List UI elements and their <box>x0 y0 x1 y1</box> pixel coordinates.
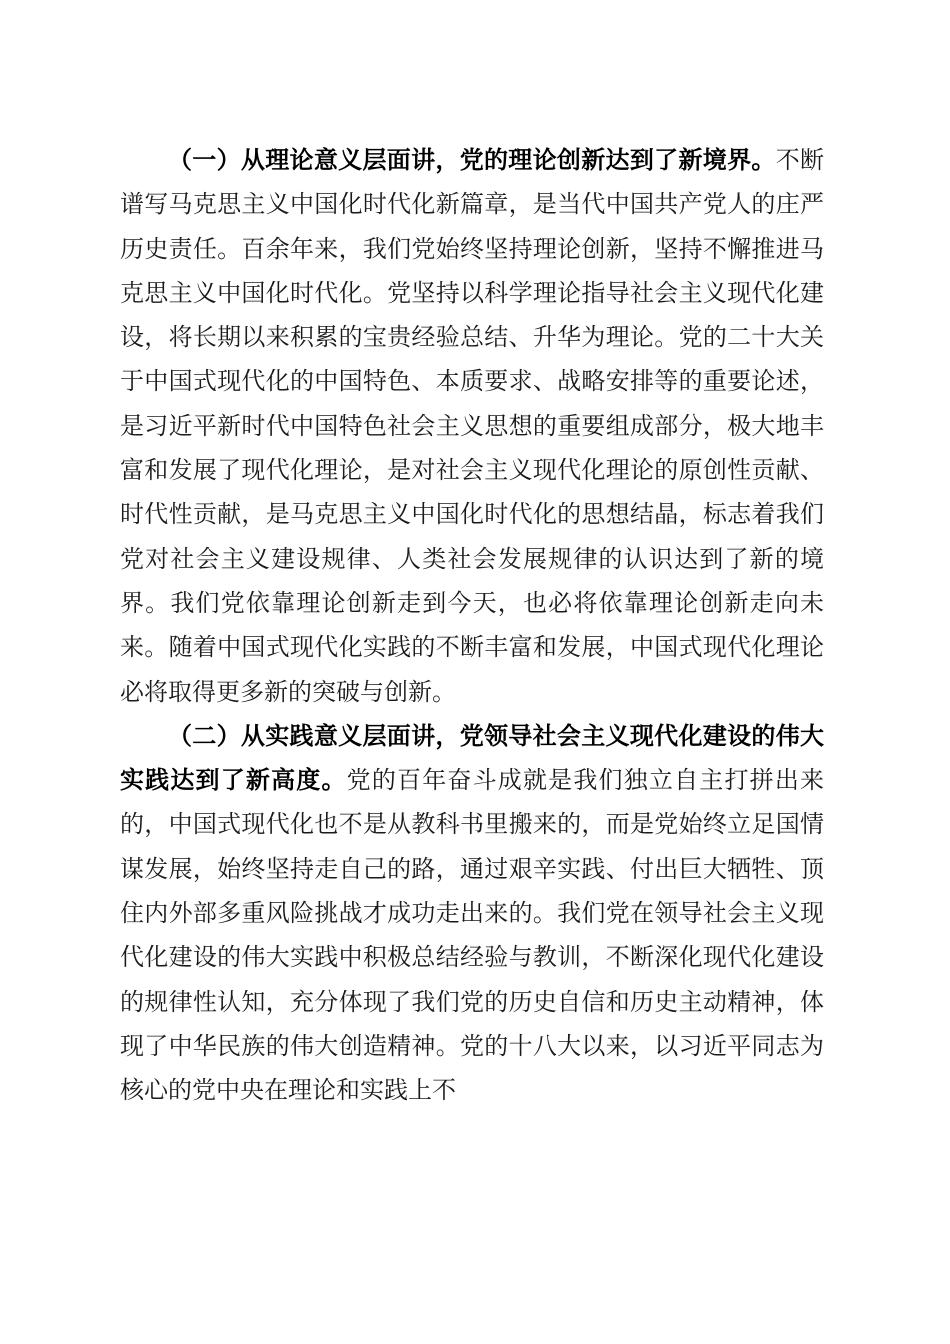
paragraph-heading: （一）从理论意义层面讲，党的理论创新达到了新境界。 <box>168 145 776 174</box>
document-body <box>120 138 824 1113</box>
paragraph-text: 不断谱写马克思主义中国化时代化新篇章，是当代中国共产党人的庄严历史责任。百余年来，我们党始终坚持理论创新，坚持不懈推进马克思主义中国化时代化。党坚持以科学理论指导社会主义现代化建设，将长期以来积累的宝贵经验总结、升华为理论。党的二十大关于中国式现代化的中国特色、本质要求、战略安排等的重要论述，是习近平新时代中国特色社会主义思想的重要组成部分，极大地丰富和发展了现代化理论，是对社会主义现代化理论的原创性贡献、时代性贡献，是马克思主义中国化时代化的思想结晶，标志着我们党对社会主义建设规律、人类社会发展规律的认识达到了新的境界。我们党依靠理论创新走到今天，也必将依靠理论创新走向未来。随着中国式现代化实践的不断丰富和发展，中国式现代化理论必将取得更多新的突破与创新。 <box>120 146 825 706</box>
paragraph-heading: （二）从实践意义层面讲，党领导社会主义现代化建设的伟大实践达到了新高度。 <box>120 720 824 795</box>
paragraph-practice <box>120 714 824 1113</box>
paragraph-theory <box>120 138 824 714</box>
paragraph-text: 党的百年奋斗成就是我们独立自主打拼出来的，中国式现代化也不是从教科书里搬来的，而是党始终立足国情谋发展，始终坚持走自己的路，通过艰辛实践、付出巨大牺牲、顶住内外部多重风险挑战才成功走出来的。我们党在领导社会主义现代化建设的伟大实践中积极总结经验与教训，不断深化现代化建设的规律性认知，充分体现了我们党的历史自信和历史主动精神，体现了中华民族的伟大创造精神。党的十八大以来，以习近平同志为核心的党中央在理论和实践上不 <box>120 766 825 1105</box>
